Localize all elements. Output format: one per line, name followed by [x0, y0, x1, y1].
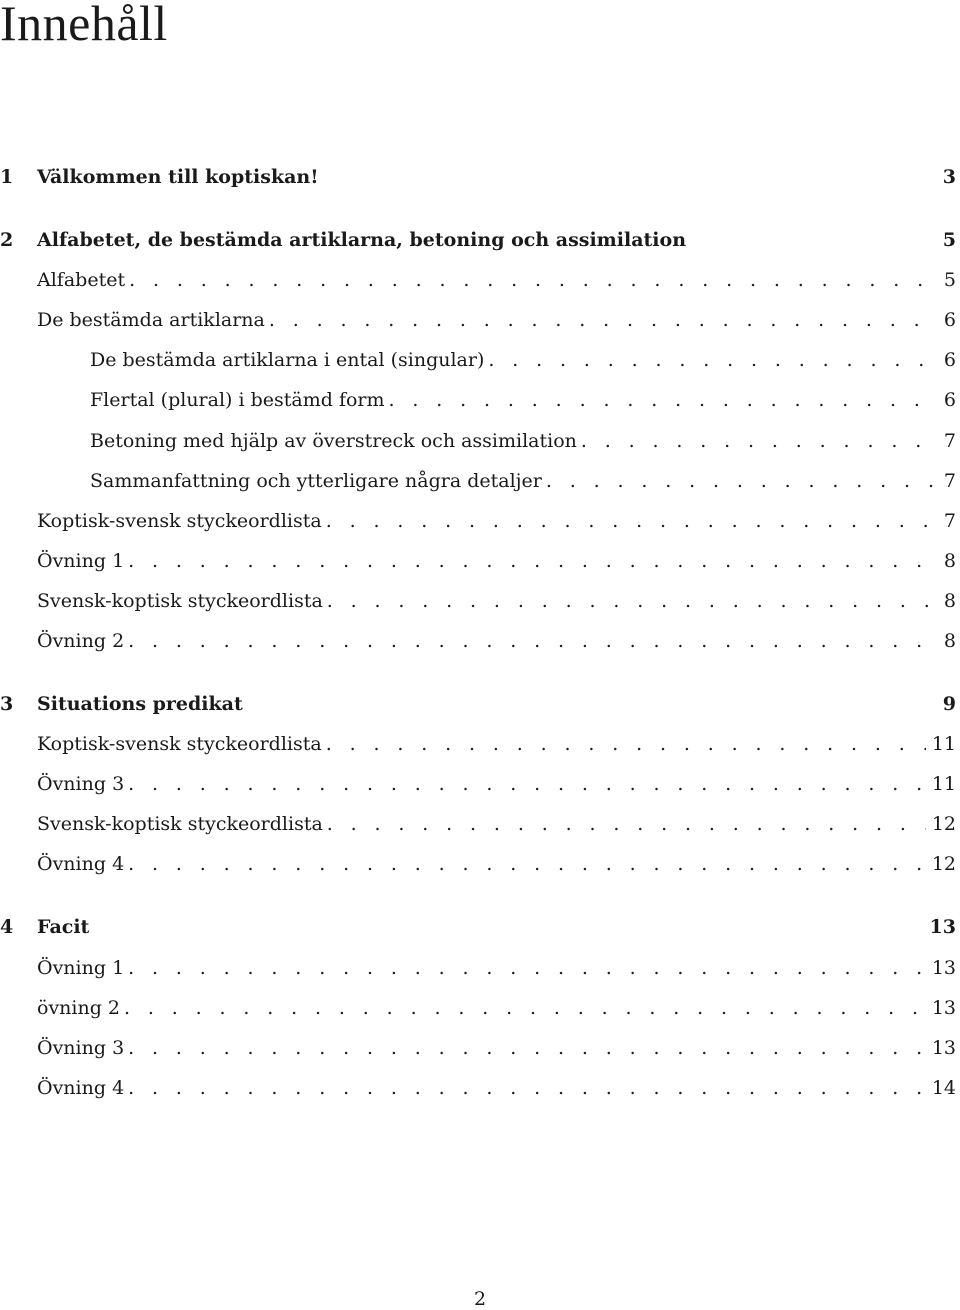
chapter-number: 2 — [0, 229, 14, 251]
page-number-ref: 13 — [929, 916, 956, 938]
entry-title: Övning 4 — [37, 1077, 125, 1099]
toc-chapter-1[interactable] — [0, 164, 956, 190]
toc-subentry[interactable] — [0, 387, 956, 413]
page-number-ref: 9 — [942, 693, 956, 715]
dot-leader — [128, 628, 934, 654]
entry-title: övning 2 — [37, 997, 121, 1019]
entry-title: Flertal (plural) i bestämd form — [90, 389, 385, 411]
page-title: Innehåll — [0, 0, 168, 51]
page-number-ref: 7 — [943, 470, 956, 492]
page-number-ref: 13 — [931, 1037, 956, 1059]
dot-leader — [389, 387, 934, 413]
toc-chapter-4[interactable] — [0, 914, 956, 940]
toc-entry[interactable] — [0, 548, 956, 574]
dot-leader — [128, 1075, 926, 1101]
page-number-ref: 14 — [931, 1077, 956, 1099]
entry-title: Övning 2 — [37, 630, 125, 652]
toc-entry[interactable] — [0, 731, 956, 757]
page-number-ref: 8 — [943, 550, 956, 572]
entry-title: Betoning med hjälp av överstreck och assimilation — [90, 430, 577, 452]
entry-title: Svensk-koptisk styckeordlista — [37, 590, 323, 612]
toc-entry[interactable] — [0, 508, 956, 534]
chapter-title: Välkommen till koptiskan! — [37, 166, 319, 188]
dot-leader — [129, 267, 934, 293]
chapter-number: 4 — [0, 916, 14, 938]
toc-subentry[interactable] — [0, 468, 956, 494]
toc-entry[interactable] — [0, 588, 956, 614]
entry-title: Svensk-koptisk styckeordlista — [37, 813, 323, 835]
chapter-title: Situations predikat — [37, 693, 243, 715]
toc-subentry[interactable] — [0, 428, 956, 454]
dot-leader — [124, 995, 926, 1021]
page-number-ref: 13 — [931, 957, 956, 979]
page-number-ref: 5 — [942, 229, 956, 251]
toc-entry[interactable] — [0, 307, 956, 333]
entry-title: Alfabetet — [37, 269, 126, 291]
dot-leader — [327, 811, 926, 837]
page-number-ref: 3 — [942, 166, 956, 188]
page-number-ref: 7 — [943, 430, 956, 452]
page-number-ref: 6 — [943, 309, 956, 331]
page-number-ref: 6 — [943, 389, 956, 411]
page-number-ref: 12 — [931, 813, 956, 835]
dot-leader — [326, 508, 934, 534]
dot-leader — [269, 307, 934, 333]
entry-title: Övning 4 — [37, 853, 125, 875]
page-number-ref: 7 — [943, 510, 956, 532]
dot-leader — [488, 347, 934, 373]
entry-title: Koptisk-svensk styckeordlista — [37, 510, 322, 532]
dot-leader — [128, 1035, 926, 1061]
entry-title: Övning 3 — [37, 773, 125, 795]
toc-chapter-2[interactable] — [0, 227, 956, 253]
toc-chapter-3[interactable] — [0, 691, 956, 717]
dot-leader — [546, 468, 934, 494]
toc-entry[interactable] — [0, 771, 956, 797]
dot-leader — [326, 731, 926, 757]
toc-subentry[interactable] — [0, 347, 956, 373]
page-number-ref: 11 — [931, 733, 956, 755]
entry-title: Övning 1 — [37, 957, 125, 979]
chapter-title: Alfabetet, de bestämda artiklarna, betoning och assimilation — [37, 229, 687, 251]
toc-entry[interactable] — [0, 1075, 956, 1101]
chapter-number: 1 — [0, 166, 14, 188]
dot-leader — [327, 588, 934, 614]
chapter-number: 3 — [0, 693, 14, 715]
toc-entry[interactable] — [0, 995, 956, 1021]
toc-entry[interactable] — [0, 267, 956, 293]
dot-leader — [128, 548, 934, 574]
page-number-ref: 6 — [943, 349, 956, 371]
entry-title: De bestämda artiklarna i ental (singular) — [90, 349, 485, 371]
entry-title: Övning 1 — [37, 550, 125, 572]
toc-entry[interactable] — [0, 811, 956, 837]
dot-leader — [128, 955, 926, 981]
toc-entry[interactable] — [0, 628, 956, 654]
entry-title: Koptisk-svensk styckeordlista — [37, 733, 322, 755]
entry-title: Sammanfattning och ytterligare några detaljer — [90, 470, 542, 492]
chapter-title: Facit — [37, 916, 90, 938]
dot-leader — [128, 771, 926, 797]
page-number-ref: 12 — [931, 853, 956, 875]
page-number-ref: 8 — [943, 590, 956, 612]
page-number-ref: 13 — [931, 997, 956, 1019]
entry-title: De bestämda artiklarna — [37, 309, 265, 331]
dot-leader — [128, 851, 926, 877]
page-number-ref: 8 — [943, 630, 956, 652]
page-number-ref: 11 — [931, 773, 956, 795]
dot-leader — [581, 428, 934, 454]
toc-entry[interactable] — [0, 851, 956, 877]
toc-entry[interactable] — [0, 1035, 956, 1061]
entry-title: Övning 3 — [37, 1037, 125, 1059]
toc-entry[interactable] — [0, 955, 956, 981]
footer-page-number: 2 — [473, 1288, 487, 1310]
page-number-ref: 5 — [943, 269, 956, 291]
